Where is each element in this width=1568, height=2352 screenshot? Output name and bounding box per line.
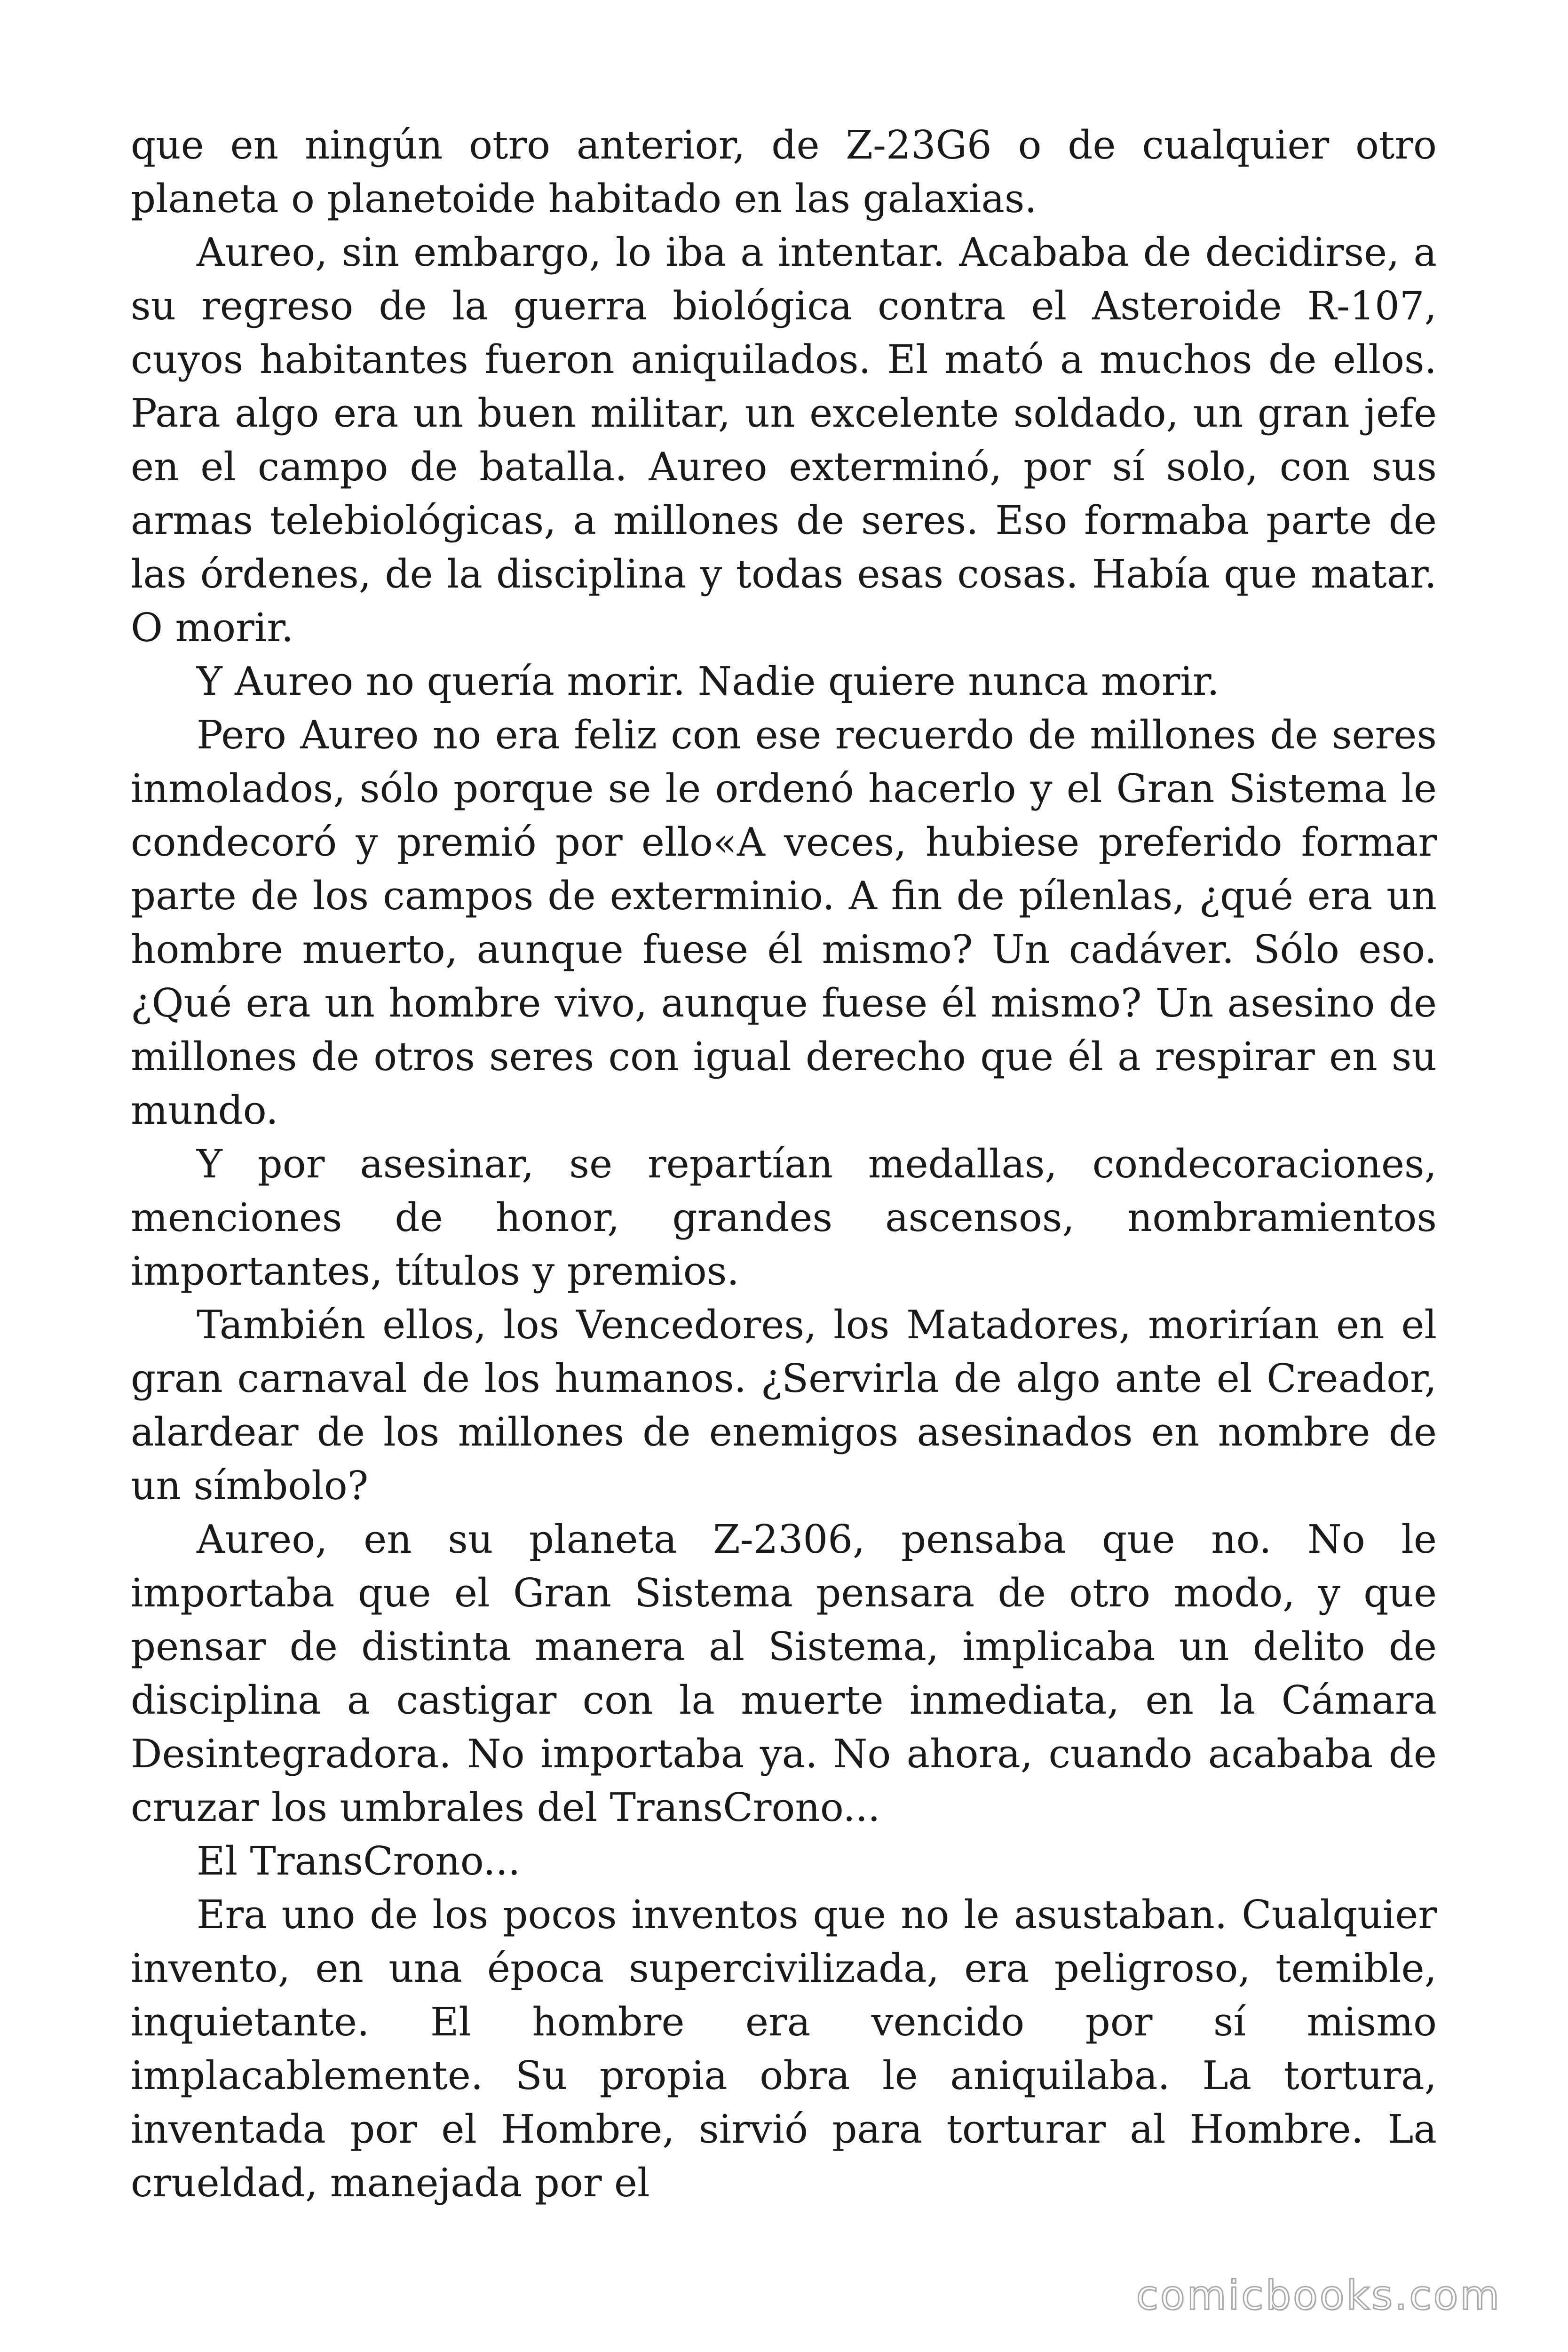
- paragraph: También ellos, los Vencedores, los Matadores, morirían en el gran carnaval de los humanos. ¿Servirla de algo ante el Creador, alardear de los millones de enemigos asesinados en nombre de un símbolo?: [131, 1302, 1437, 1509]
- site-watermark: comicbooks.com: [1136, 2272, 1501, 2319]
- paragraph: Pero Aureo no era feliz con ese recuerdo de millones de seres inmolados, sólo porque se le ordenó hacerlo y el Gran Sistema le condecoró y premió por ello«A veces, hubiese preferido formar parte de los campos de exterminio. A fin de pílenlas, ¿qué era un hombre muerto, aunque fuese él mismo? Un cadáver. Sólo eso. ¿Qué era un hombre vivo, aunque fuese él mismo? Un asesino de millones de otros seres con igual derecho que él a respirar en su mundo.: [131, 712, 1437, 1133]
- paragraph: Y Aureo no quería morir. Nadie quiere nunca morir.: [197, 659, 1220, 704]
- paragraph: El TransCrono...: [197, 1838, 521, 1884]
- paragraph: Y por asesinar, se repartían medallas, condecoraciones, menciones de honor, grandes ascensos, nombramientos importantes, títulos y premios.: [131, 1141, 1437, 1294]
- paragraph: Aureo, en su planeta Z-2306, pensaba que no. No le importaba que el Gran Sistema pensara de otro modo, y que pensar de distinta manera al Sistema, implicaba un delito de disciplina a castigar con la muerte inmediata, en la Cámara Desintegradora. No importaba ya. No ahora, cuando acababa de cruzar los umbrales del TransCrono...: [131, 1517, 1437, 1830]
- paragraph: Aureo, sin embargo, lo iba a intentar. Acababa de decidirse, a su regreso de la guerra biológica contra el Asteroide R-107, cuyos habitantes fueron aniquilados. El mató a muchos de ellos. Para algo era un buen militar, un excelente soldado, un gran jefe en el campo de batalla. Aureo exterminó, por sí solo, con sus armas telebiológicas, a millones de seres. Eso formaba parte de las órdenes, de la disciplina y todas esas cosas. Había que matar. O morir.: [131, 230, 1437, 651]
- page-body-text: [131, 119, 1437, 2210]
- paragraph-continued: que en ningún otro anterior, de Z-23G6 o de cualquier otro planeta o planetoide habitado en las galaxias.: [131, 122, 1437, 222]
- paragraph: Era uno de los pocos inventos que no le asustaban. Cualquier invento, en una época supercivilizada, era peligroso, temible, inquietante. El hombre era vencido por sí mismo implacablemente. Su propia obra le aniquilaba. La tortura, inventada por el Hombre, sirvió para torturar al Hombre. La crueldad, manejada por el: [131, 1892, 1437, 2206]
